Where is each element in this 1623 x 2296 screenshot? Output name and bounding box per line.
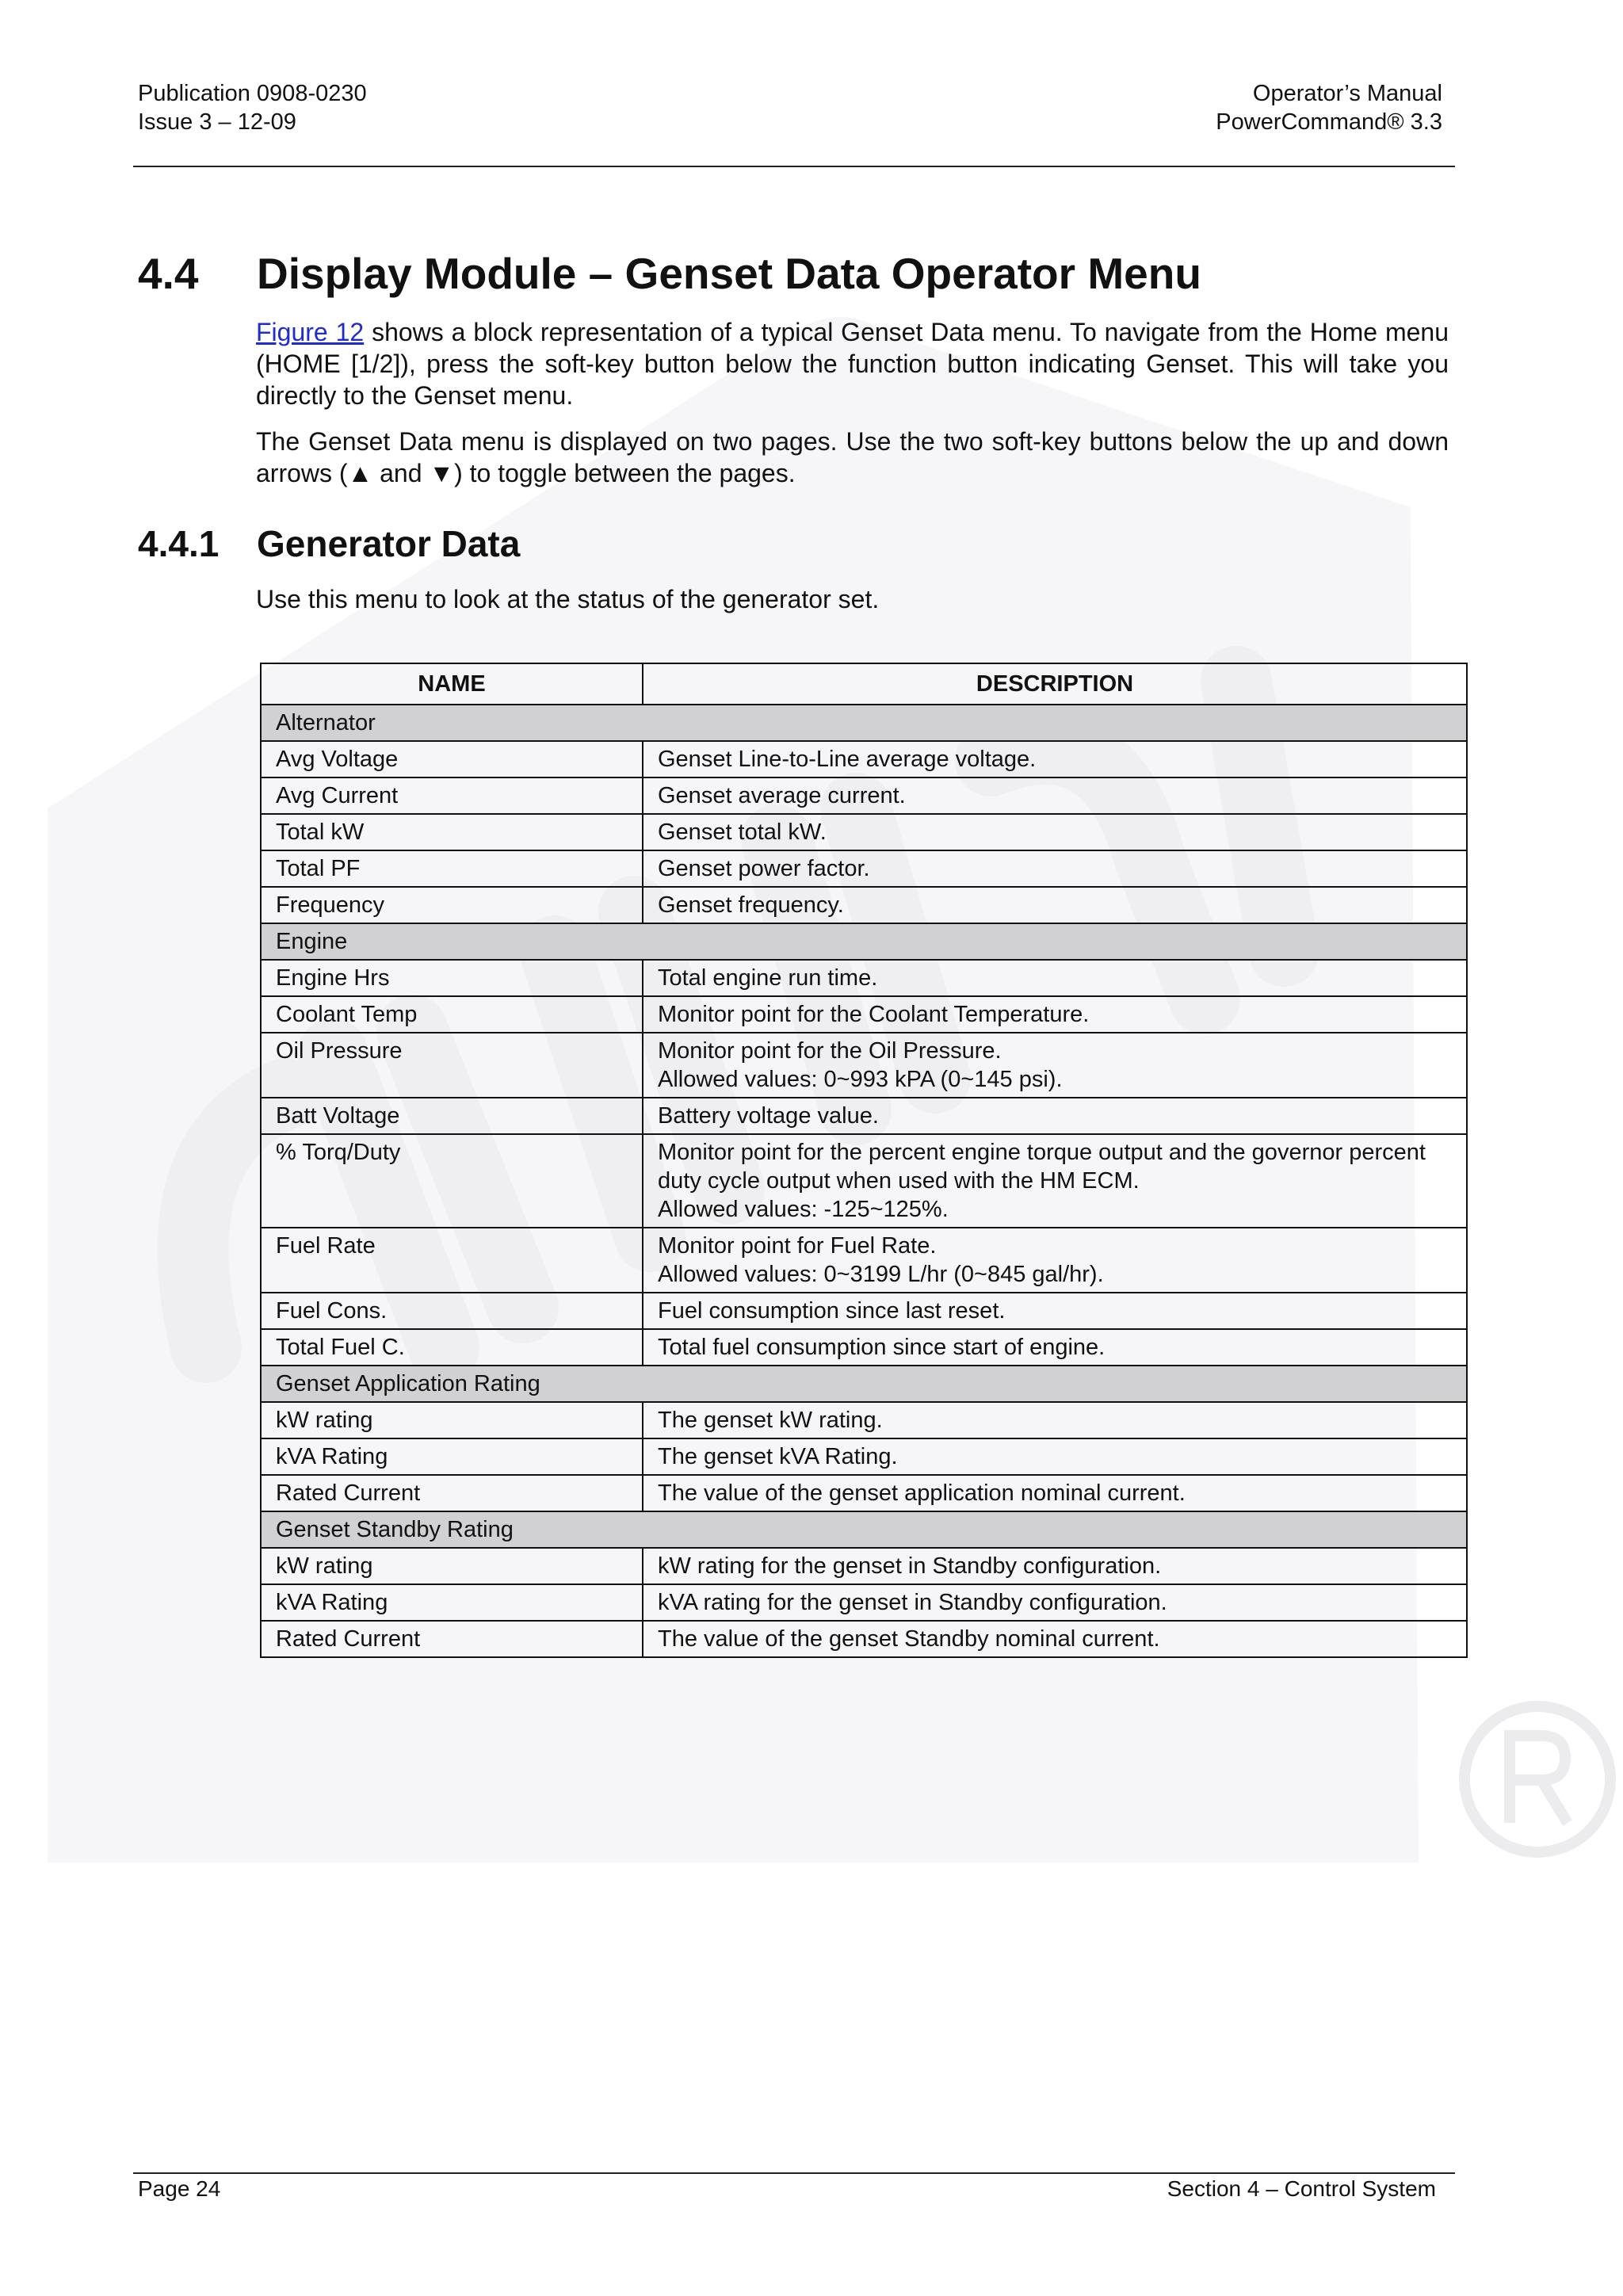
- table-section-label: Genset Application Rating: [261, 1366, 1467, 1402]
- table-row: [261, 1228, 1467, 1293]
- table-cell-description: The genset kVA Rating.: [643, 1438, 1467, 1475]
- table-cell-name: Frequency: [261, 887, 643, 923]
- table-row: [261, 960, 1467, 996]
- table-row: [261, 887, 1467, 923]
- table-cell-description: Genset frequency.: [643, 887, 1467, 923]
- header-divider: [133, 166, 1455, 167]
- table-cell-name: Oil Pressure: [261, 1033, 643, 1098]
- table-section-row: [261, 923, 1467, 960]
- table-row: [261, 1548, 1467, 1584]
- table-row: [261, 1134, 1467, 1228]
- figure-12-link[interactable]: Figure 12: [256, 318, 365, 346]
- table-row: [261, 850, 1467, 887]
- page-header-right: [1216, 79, 1442, 136]
- table-section-label: Engine: [261, 923, 1467, 960]
- table-cell-name: kW rating: [261, 1548, 643, 1584]
- table-cell-name: kVA Rating: [261, 1438, 643, 1475]
- table-cell-description: Total fuel consumption since start of engine.: [643, 1329, 1467, 1366]
- issue-date: Issue 3 – 12-09: [138, 109, 296, 135]
- table-cell-description: Genset power factor.: [643, 850, 1467, 887]
- table-cell-description: Genset Line-to-Line average voltage.: [643, 741, 1467, 777]
- subsection-intro: Use this menu to look at the status of the generator set.: [256, 585, 880, 613]
- table-row: [261, 1033, 1467, 1098]
- table-cell-name: kW rating: [261, 1402, 643, 1438]
- table-cell-description: Monitor point for the percent engine torque output and the governor percent duty cycle output when used with the HM ECM. Allowed values: -125~125%.: [643, 1134, 1467, 1228]
- table-row: [261, 1329, 1467, 1366]
- table-section-row: [261, 705, 1467, 741]
- table-row: [261, 1438, 1467, 1475]
- table-row: [261, 741, 1467, 777]
- table-cell-description: The value of the genset Standby nominal current.: [643, 1621, 1467, 1657]
- footer-section: Section 4 – Control System: [1167, 2176, 1436, 2201]
- table-cell-name: Rated Current: [261, 1475, 643, 1511]
- section-number: 4.4: [138, 249, 199, 298]
- section-heading: [138, 246, 1201, 301]
- table-cell-description: The genset kW rating.: [643, 1402, 1467, 1438]
- table-cell-description: kW rating for the genset in Standby configuration.: [643, 1548, 1467, 1584]
- section-title: Display Module – Genset Data Operator Menu: [257, 249, 1201, 298]
- table-cell-description: Monitor point for the Oil Pressure. Allowed values: 0~993 kPA (0~145 psi).: [643, 1033, 1467, 1098]
- table-row: [261, 1098, 1467, 1134]
- table-cell-description: Monitor point for Fuel Rate. Allowed values: 0~3199 L/hr (0~845 gal/hr).: [643, 1228, 1467, 1293]
- table-cell-description: Fuel consumption since last reset.: [643, 1293, 1467, 1329]
- subsection-heading: [138, 520, 520, 567]
- table-row: [261, 1293, 1467, 1329]
- table-row: [261, 814, 1467, 850]
- page-header-left: [138, 79, 367, 136]
- generator-data-table: [260, 663, 1468, 1658]
- table-cell-name: Avg Current: [261, 777, 643, 814]
- table-cell-name: Engine Hrs: [261, 960, 643, 996]
- subsection-title: Generator Data: [257, 523, 521, 564]
- intro-paragraph-text: shows a block representation of a typical Genset Data menu. To navigate from the Home menu (HOME [1/2]), press the soft-key button below the function button indicating Genset. This will take you directly to the Genset menu.: [256, 318, 1449, 410]
- table-cell-name: Rated Current: [261, 1621, 643, 1657]
- table-row: [261, 777, 1467, 814]
- table-cell-description: Total engine run time.: [643, 960, 1467, 996]
- table-row: [261, 1402, 1467, 1438]
- product-name: PowerCommand® 3.3: [1216, 109, 1442, 135]
- footer-divider: [133, 2172, 1455, 2174]
- page-number: Page 24: [138, 2176, 221, 2201]
- table-row: [261, 1621, 1467, 1657]
- table-cell-name: kVA Rating: [261, 1584, 643, 1621]
- table-body: [261, 705, 1467, 1657]
- table-header-row: [261, 663, 1467, 705]
- subsection-number: 4.4.1: [138, 523, 220, 564]
- table-section-label: Genset Standby Rating: [261, 1511, 1467, 1548]
- pages-paragraph: The Genset Data menu is displayed on two pages. Use the two soft-key buttons below the up and down arrows (▲ and ▼) to toggle between the pages.: [256, 427, 1449, 487]
- table-cell-name: Fuel Cons.: [261, 1293, 643, 1329]
- table-section-row: [261, 1366, 1467, 1402]
- table-cell-name: Avg Voltage: [261, 741, 643, 777]
- table-cell-description: Genset average current.: [643, 777, 1467, 814]
- table-cell-name: Total Fuel C.: [261, 1329, 643, 1366]
- publication-number: Publication 0908-0230: [138, 81, 367, 106]
- table-cell-description: kVA rating for the genset in Standby configuration.: [643, 1584, 1467, 1621]
- table-section-row: [261, 1511, 1467, 1548]
- table-cell-description: Monitor point for the Coolant Temperature.: [643, 996, 1467, 1033]
- table-cell-description: The value of the genset application nominal current.: [643, 1475, 1467, 1511]
- table-row: [261, 1475, 1467, 1511]
- table-cell-description: Battery voltage value.: [643, 1098, 1467, 1134]
- table-cell-name: Coolant Temp: [261, 996, 643, 1033]
- table-row: [261, 996, 1467, 1033]
- table-cell-name: Fuel Rate: [261, 1228, 643, 1293]
- table-cell-name: Total kW: [261, 814, 643, 850]
- table-cell-description: Genset total kW.: [643, 814, 1467, 850]
- table-cell-name: Batt Voltage: [261, 1098, 643, 1134]
- intro-paragraph: [256, 316, 1449, 411]
- column-header-name: NAME: [261, 663, 643, 705]
- column-header-description: DESCRIPTION: [643, 663, 1467, 705]
- manual-title: Operator’s Manual: [1252, 81, 1442, 106]
- table-cell-name: % Torq/Duty: [261, 1134, 643, 1228]
- table-section-label: Alternator: [261, 705, 1467, 741]
- table-cell-name: Total PF: [261, 850, 643, 887]
- table-row: [261, 1584, 1467, 1621]
